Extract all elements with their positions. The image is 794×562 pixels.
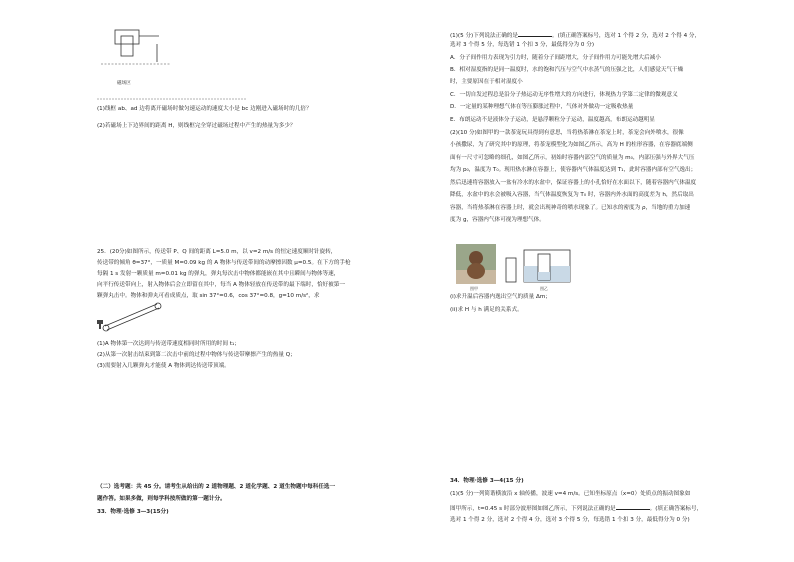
belt-top: [105, 304, 157, 326]
q25-sub-1: (1)A 物体第一次达到与传送带速度相同时所用的时间 t₁；: [97, 341, 240, 347]
q34-line-2: 图甲所示，t=0.45 s 时部分波形图如图乙所示，下列说法正确的是 。(填正确答案标号，: [450, 503, 712, 515]
figure-caption: 磁场区: [117, 81, 131, 86]
q33-2-line-5: 然后迅速将容器放入一盆有冷水的水盆中，保证容器上的小孔恰好在水面以下，随着容器内气体温度: [450, 180, 697, 186]
q33-2-line-6: 降低，水盆中的水会被吸入容器，当气体温度恢复为 T₀ 时，容器内外水面的高度差为 h，然后取出: [450, 192, 694, 198]
option-a: A．分子间作用力表现为引力时，随着分子间距增大，分子间作用力可能先增大后减小: [450, 55, 661, 61]
q33-2-line-2: 小孩撒尿，为了研究其中的原理，将茶宠模型化为如图乙所示，高为 H 的柱形容器，在容器底端侧: [450, 142, 693, 148]
q25-line-1: 25．(20分)如图所示，传送带 P、Q 间的距离 L=5.0 m，以 v=2 m/s 的恒定速度顺时针旋转，: [97, 249, 337, 255]
q33-2-line-4: 均为 p₀，温度为 T₀。现用热水淋在容器上，使容器内气体温度达到 T₁，此时容器内部有空气逸出；: [450, 167, 697, 173]
q25-line-5: 颗弹丸击中。物体和弹丸可看成质点，取 sin 37°=0.6，cos 37°=0.8，g=10 m/s²，求: [97, 293, 320, 299]
belt-bottom: [107, 308, 159, 330]
q33-2-line-1: (2)(10 分)如图甲的一款茶宠玩具得到有意思，当将热茶淋在茶宠上时，茶宠会向外喷水，很像: [450, 130, 684, 136]
q33-1-line-1: (1)(5 分)下列说法正确的是 。(填正确答案标号，选对 1 个得 2 分，选对 2 个得 4 分，: [450, 30, 712, 42]
elective-line-1: （二）选考题：共 45 分。请考生从给出的 2 道物理题、2 道化学题、2 道生物题中每科任选一: [97, 484, 336, 490]
frame-inner: [121, 36, 133, 56]
q25-sub-2: (2)从第一次射击结束到第二次击中前的过程中物体与传送带摩擦产生的热量 Q；: [97, 352, 296, 358]
option-b-cont: 时，主要原因在于相对湿度小: [450, 79, 523, 85]
q25-line-2: 传送带的倾角 θ=37°，一质量 M=0.09 kg 的 A 物体与传送带间的动摩擦因数 μ=0.5。在下方的手枪: [97, 260, 351, 266]
option-b: B．相对湿度指的是同一温度时，水的饱和汽压与空气中水蒸气的压强之比，人们感觉天气干燥: [450, 67, 684, 73]
fig-label-a: 图甲: [470, 286, 478, 291]
q24-sub-2: (2)若磁场上下边界间的距离 H，则线框完全穿过磁场过程中产生的热量为多少？: [97, 123, 296, 129]
q33-2-line-3: 面有一尺寸可忽略的细孔，如图乙所示，初始时容器内部空气的质量为 m₀，内部压强与外界大气压: [450, 155, 695, 161]
q25-line-3: 每隔 1 s 发射一颗质量 m=0.01 kg 的弹丸，弹丸每次击中物体都能嵌在其中且瞬间与物体等速，: [97, 271, 340, 277]
q34-line-3: 选对 1 个得 2 分，选对 2 个得 4 分，选对 3 个得 5 分，每选错 1 个扣 3 分，最低得分为 0 分): [450, 517, 690, 523]
tea-pet-figure: [456, 244, 576, 292]
divider: [97, 98, 247, 101]
option-d: D．一定量的某种理想气体在等压膨胀过程中，气体对外做功一定吸收热量: [450, 104, 634, 110]
q33-2-line-8: 度为 g，容器内气体可视为理想气体。: [450, 217, 545, 223]
fig-label-b: 图乙: [540, 286, 548, 291]
q33-2-sub-2: (ii)求 H 与 h 满足的关系式。: [450, 307, 523, 313]
q33-title: 33．物理·选修 3—3(15分): [97, 509, 169, 515]
q34-title: 34．物理·选修 3—4(15 分): [450, 478, 524, 484]
option-c: C．一切自发过程总是沿分子热运动无序性增大的方向进行，体现热力学第二定律的微观意义: [450, 92, 678, 98]
magnetic-frame-figure: [101, 24, 171, 84]
q33-2-line-7: 容器，当将热茶淋在容器上时，就会出现神奇的喷水现象了。已知水的密度为 ρ，当地的重力加速: [450, 205, 691, 211]
container-a: [506, 258, 516, 282]
frame-outer: [115, 30, 139, 44]
q34-line-1: (1)(5 分)一列简谐横波沿 x 轴传播，波速 v=4 m/s。已知坐标原点（x=0）处质点的振动图象如: [450, 491, 691, 497]
answer-blank-34: [616, 503, 650, 510]
q33-1-line-2: 选对 3 个得 5 分，每选错 1 个扣 3 分，最低得分为 0 分): [450, 42, 595, 48]
conveyor-figure: [97, 298, 167, 338]
gun-icon: [97, 320, 103, 324]
option-e: E．布朗运动不是液体分子运动，是悬浮颗粒分子运动，温度越高，布朗运动越明显: [450, 117, 655, 123]
q33-2-sub-1: (i)求升温后容器内逸出空气的质量 Δm；: [450, 294, 551, 300]
q25-line-4: 向平行传送带向上，射入物体后会立即留在其中，每当 A 物体轻放在传送带的最下端时，恰好被第一: [97, 282, 345, 288]
q25-sub-3: (3)需要射入几颗弹丸才能使 A 物体到达传送带顶端。: [97, 363, 230, 369]
answer-blank: [518, 30, 552, 37]
q24-sub-1: (1)线框 ab、ad 边将离开磁场时做匀速运动的速度大小是 bc 边刚进入磁场时的几倍？: [97, 106, 312, 112]
elective-line-2: 题作答。如果多做，则每学科按所做的第一题计分。: [97, 496, 226, 502]
